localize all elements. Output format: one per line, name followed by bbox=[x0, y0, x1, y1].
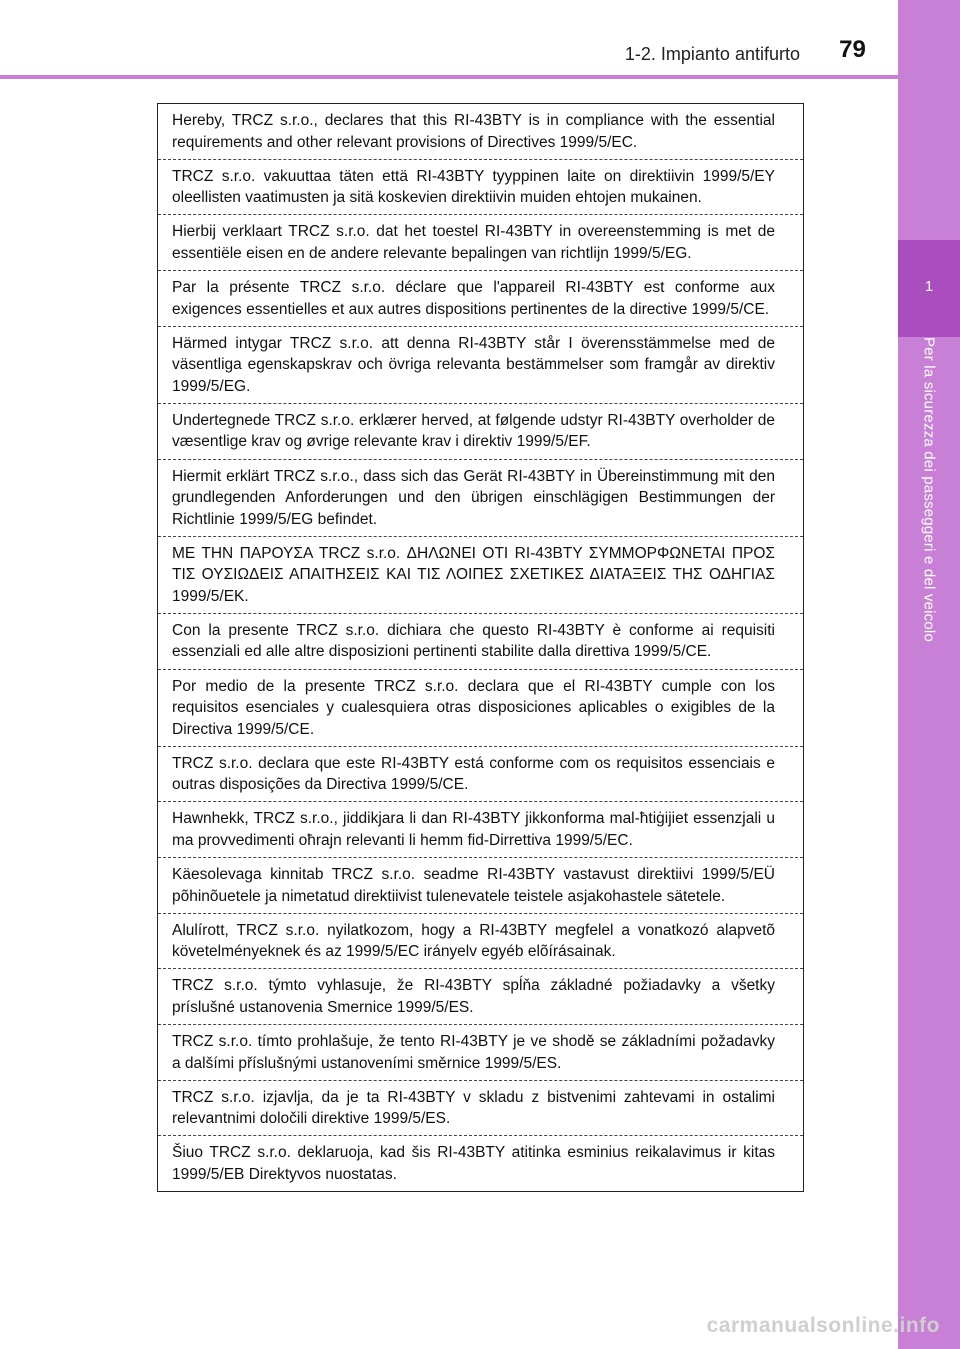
notice-english: Hereby, TRCZ s.r.o., declares that this RI-43BTY is in compliance with the essential requirements and other relevant provisions of Directives 1999/5/EC. bbox=[158, 104, 803, 160]
notice-spanish: Por medio de la presente TRCZ s.r.o. declara que el RI-43BTY cumple con los requisitos esenciales y cualesquiera otras disposiciones aplicables o exigibles de la Directiva 1999/5/CE. bbox=[158, 670, 803, 747]
notice-dutch: Hierbij verklaart TRCZ s.r.o. dat het toestel RI-43BTY in overeenstemming is met de essentiële eisen en de andere relevante bepalingen van richtlijn 1999/5/EG. bbox=[158, 215, 803, 271]
notice-hungarian: Alulírott, TRCZ s.r.o. nyilatkozom, hogy a RI-43BTY megfelel a vonatkozó alapvetõ követelményeknek és az 1999/5/EC irányelv egyéb elõírásainak. bbox=[158, 914, 803, 970]
notice-italian: Con la presente TRCZ s.r.o. dichiara che questo RI-43BTY è conforme ai requisiti essenziali ed alle altre disposizioni pertinenti stabilite dalla direttiva 1999/5/CE. bbox=[158, 614, 803, 670]
notice-maltese: Hawnhekk, TRCZ s.r.o., jiddikjara li dan RI-43BTY jikkonforma mal-ħtiġijiet essenzjali u ma provvedimenti oħrajn relevanti li hemm fid-Dirrettiva 1999/5/EC. bbox=[158, 802, 803, 858]
chapter-title: Per la sicurezza dei passeggeri e del veicolo bbox=[920, 337, 938, 642]
chapter-number: 1 bbox=[924, 278, 934, 295]
header-divider bbox=[0, 75, 898, 79]
notice-greek: ΜΕ ΤΗΝ ΠΑΡΟΥΣΑ TRCZ s.r.o. ΔΗΛΩΝΕΙ ΟΤΙ RI-43BTY ΣΥΜΜΟΡΦΩΝΕΤΑΙ ΠΡΟΣ ΤΙΣ ΟΥΣΙΩΔΕΙΣ ΑΠΑΙΤΗΣΕΙΣ ΚΑΙ ΤΙΣ ΛΟΙΠΕΣ ΣΧΕΤΙΚΕΣ ΔΙΑΤΑΞΕΙΣ ΤΗΣ ΟΔΗΓΙΑΣ 1999/5/ΕΚ. bbox=[158, 537, 803, 614]
compliance-notice-box bbox=[157, 103, 804, 1192]
site-watermark: carmanualsonline.info bbox=[706, 1314, 940, 1337]
notice-swedish: Härmed intygar TRCZ s.r.o. att denna RI-43BTY står I överensstämmelse med de väsentliga egenskapskrav och övriga relevanta bestämmelser som framgår av direktiv 1999/5/EG. bbox=[158, 327, 803, 404]
notice-finnish: TRCZ s.r.o. vakuuttaa täten että RI-43BTY tyyppinen laite on direktiivin 1999/5/EY oleellisten vaatimusten ja sitä koskevien direktiivin muiden ehtojen mukainen. bbox=[158, 160, 803, 216]
notice-slovak: TRCZ s.r.o. týmto vyhlasuje, že RI-43BTY spĺňa základné požiadavky a všetky príslušné ustanovenia Smernice 1999/5/ES. bbox=[158, 969, 803, 1025]
notice-lithuanian: Šiuo TRCZ s.r.o. deklaruoja, kad šis RI-43BTY atitinka esminius reikalavimus ir kitas 1999/5/EB Direktyvos nuostatas. bbox=[172, 1144, 775, 1183]
notice-portuguese: TRCZ s.r.o. declara que este RI-43BTY está conforme com os requisitos essenciais e outras disposições da Directiva 1999/5/CE. bbox=[158, 747, 803, 803]
notice-slovenian: TRCZ s.r.o. izjavlja, da je ta RI-43BTY v skladu z bistvenimi zahtevami in ostalimi relevantnimi določili direktive 1999/5/ES. bbox=[158, 1081, 803, 1137]
page-number: 79 bbox=[839, 36, 866, 63]
notice-danish: Undertegnede TRCZ s.r.o. erklærer herved, at følgende udstyr RI-43BTY overholder de væsentlige krav og øvrige relevante krav i direktiv 1999/5/EF. bbox=[158, 404, 803, 460]
notice-german: Hiermit erklärt TRCZ s.r.o., dass sich das Gerät RI-43BTY in Übereinstimmung mit den grundlegenden Anforderungen und den übrigen einschlägigen Bestimmungen der Richtlinie 1999/5/EG befindet. bbox=[158, 460, 803, 537]
notice-czech: TRCZ s.r.o. tímto prohlašuje, že tento RI-43BTY je ve shodě se základními požadavky a dalšími příslušnými ustanoveními směrnice 1999/5/ES. bbox=[158, 1025, 803, 1081]
section-title: 1-2. Impianto antifurto bbox=[624, 44, 800, 64]
notice-estonian: Käesolevaga kinnitab TRCZ s.r.o. seadme RI-43BTY vastavust direktiivi 1999/5/EÜ põhinõuetele ja nimetatud direktiivist tulenevatele teistele asjakohastele sätetele. bbox=[158, 858, 803, 914]
notice-french: Par la présente TRCZ s.r.o. déclare que l'appareil RI-43BTY est conforme aux exigences essentielles et aux autres dispositions pertinentes de la directive 1999/5/CE. bbox=[158, 271, 803, 327]
